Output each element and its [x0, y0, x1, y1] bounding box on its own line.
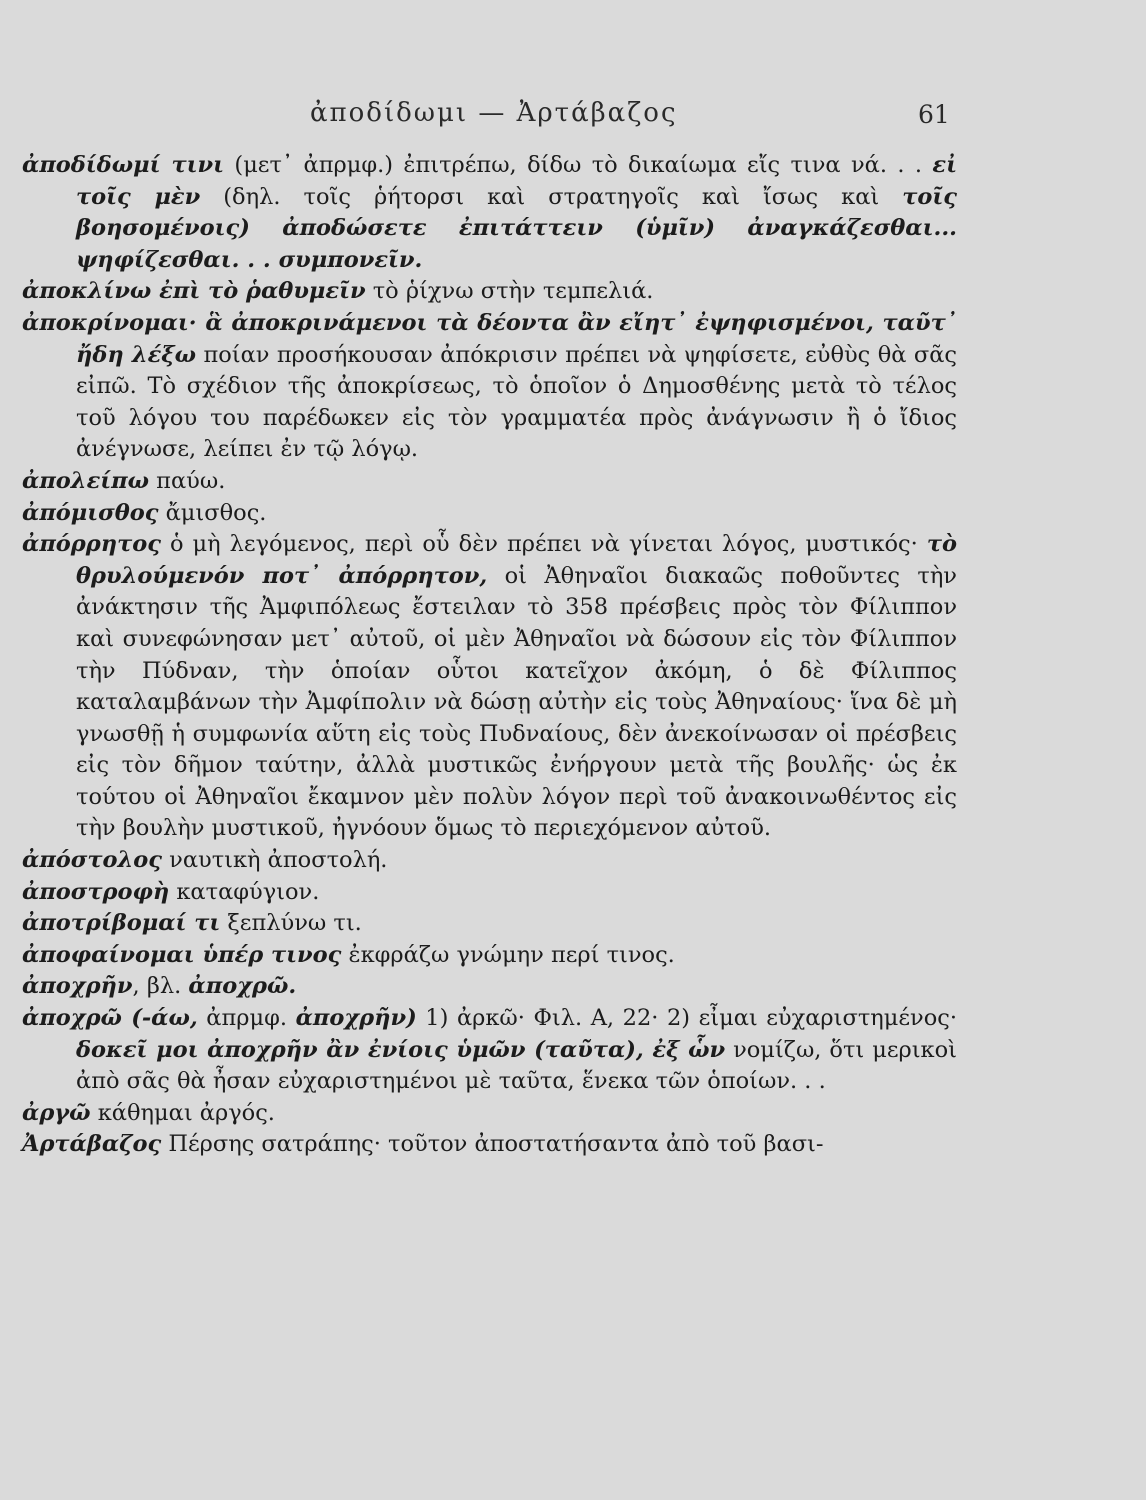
gloss-text: ποίαν προσήκουσαν ἀπόκρισιν πρέπει νὰ ψηφίσετε, εὐθὺς θὰ σᾶς εἰπῶ. Τὸ σχέδιον τῆς ἀποκρίσεως, τὸ ὁποῖον ὁ Δημοσθένης μετὰ τὸ τέλος τοῦ λόγου του παρέδωκεν εἰς τὸν γραμματέα πρὸς ἀνάγνωσιν ἢ ὁ ἴδιος ἀνέγνωσε, λείπει ἐν τῷ λόγῳ.: [76, 341, 958, 463]
dictionary-entry: [22, 150, 957, 276]
gloss-text: οἱ Ἀθηναῖοι διακαῶς ποθοῦντες τὴν ἀνάκτησιν τῆς Ἀμφιπόλεως ἔστειλαν τὸ 358 πρέσβεις πρὸς τὸν Φίλιππον καὶ συνεφώνησαν μετ᾽ αὐτοῦ, οἱ μὲν Ἀθηναῖοι νὰ δώσουν εἰς τὸν Φίλιππον τὴν Πύδναν, τὴν ὁποίαν οὗτοι κατεῖχον ἀκόμη, ὁ δὲ Φίλιππος καταλαμβάνων τὴν Ἀμφίπολιν νὰ δώσῃ αὐτὴν εἰς τοὺς Ἀθηναίους· ἵνα δὲ μὴ γνωσθῇ ἡ συμφωνία αὕτη εἰς τοὺς Πυδναίους, δὲν ἀνεκοίνωσαν οἱ πρέσβεις εἰς τὸν δῆμον ταύτην, ἀλλὰ μυστικῶς ἐνήργουν μετὰ τῆς βουλῆς· ὡς ἐκ τούτου οἱ Ἀθηναῖοι ἔκαμνον μὲν πολὺν λόγον περὶ τοῦ ἀνακοινωθέντος εἰς τὴν βουλὴν μυστικοῦ, ἠγνόουν ὅμως τὸ περιεχόμενον αὐτοῦ.: [76, 562, 957, 842]
dictionary-entry: [22, 877, 957, 909]
dictionary-entry: [22, 971, 957, 1003]
headword-text: ἀποφαίνομαι ὑπέρ τινος: [22, 941, 342, 968]
gloss-text: ἄμισθος.: [158, 499, 267, 526]
headword-text: δοκεῖ μοι ἀποχρῆν ἂν ἐνίοις ὑμῶν (ταῦτα), ἐξ ὧν: [76, 1036, 726, 1063]
headword-text: ἀποχρῆν): [295, 1005, 417, 1032]
running-title: ἀποδίδωμι — Ἀρτάβαζος: [310, 98, 678, 128]
headword-text: ἀποκρίνομαι· ἃ ἀποκρινάμενοι τὰ δέοντα ἂν εἴητ᾽ ἐψηφισμένοι, ταῦτ᾽ ἤδη λέξω: [22, 309, 957, 368]
headword-text: ἀπόστολος: [22, 847, 163, 874]
page-header: [0, 98, 1146, 138]
gloss-text: 1) ἀρκῶ· Φιλ. Α, 22· 2) εἶμαι εὐχαριστημένος·: [416, 1005, 958, 1032]
gloss-text: ναυτικὴ ἀποστολή.: [162, 847, 388, 874]
headword-text: ἀπολείπω: [22, 467, 150, 494]
dictionary-entry: [22, 1003, 957, 1098]
page-number: 61: [918, 100, 950, 129]
headword-text: ἀποτρίβομαί τι: [22, 910, 221, 937]
gloss-text: ἀπρμφ.: [197, 1005, 296, 1032]
headword-text: ἀποκλίνω ἐπὶ τὸ ῥαθυμεῖν: [22, 278, 366, 305]
dictionary-entry: [22, 908, 957, 940]
dictionary-entry: [22, 845, 957, 877]
dictionary-entry: [22, 1129, 957, 1161]
dictionary-entry: [22, 466, 957, 498]
gloss-text: παύω.: [149, 467, 226, 494]
gloss-text: ἐκφράζω γνώμην περί τινος.: [341, 941, 675, 968]
dictionary-entry: [22, 308, 957, 466]
gloss-text: κάθημαι ἀργός.: [90, 1099, 275, 1126]
gloss-text: καταφύγιον.: [169, 878, 320, 905]
headword-text: ἀποστροφὴ: [22, 878, 170, 905]
dictionary-entry: [22, 529, 957, 845]
gloss-text: Πέρσης σατράπης· τοῦτον ἀποστατήσαντα ἀπὸ τοῦ βασι-: [161, 1131, 824, 1158]
dictionary-entries: [22, 150, 957, 1161]
headword-text: ἀποχρῆν: [22, 973, 133, 1000]
dictionary-entry: [22, 940, 957, 972]
gloss-text: (δηλ. τοῖς ῥήτορσι καὶ στρατηγοῖς καὶ ἴσως καὶ: [200, 183, 903, 210]
headword-text: τοῖς βοησομένοις) ἀποδώσετε ἐπιτάττειν (ὑμῖν) ἀναγκάζεσθαι... ψηφίζεσθαι. . . συμπονεῖν.: [76, 183, 957, 273]
gloss-text: τὸ ῥίχνω στὴν τεμπελιά.: [365, 278, 654, 305]
dictionary-entry: [22, 1098, 957, 1130]
headword-text: ἀποχρῶ (-άω,: [22, 1005, 198, 1032]
headword-text: εἰ τοῖς μὲν: [76, 152, 957, 210]
headword-text: ἀργῶ: [22, 1099, 91, 1126]
headword-text: ἀποχρῶ.: [188, 973, 297, 1000]
headword-text: ἀπόρρητος: [22, 531, 161, 558]
gloss-text: ὁ μὴ λεγόμενος, περὶ οὗ δὲν πρέπει νὰ γίνεται λόγος, μυστικός·: [160, 531, 927, 558]
gloss-text: ξεπλύνω τι.: [220, 910, 362, 937]
dictionary-entry: [22, 498, 957, 530]
headword-text: τὸ θρυλούμενόν ποτ᾽ ἀπόρρητον,: [76, 531, 957, 589]
gloss-text: , βλ.: [132, 973, 189, 1000]
headword-text: ἀποδίδωμί τινι: [22, 152, 225, 178]
dictionary-entry: [22, 276, 957, 308]
gloss-text: (μετ᾽ ἀπρμφ.) ἐπιτρέπω, δίδω τὸ δικαίωμα εἴς τινα νά. . .: [224, 152, 933, 178]
headword-text: Ἀρτάβαζος: [22, 1131, 162, 1158]
gloss-text: νομίζω, ὅτι μερικοὶ ἀπὸ σᾶς θὰ ἦσαν εὐχαριστημένοι μὲ ταῦτα, ἕνεκα τῶν ὁποίων. . .: [76, 1036, 957, 1095]
headword-text: ἀπόμισθος: [22, 499, 159, 526]
